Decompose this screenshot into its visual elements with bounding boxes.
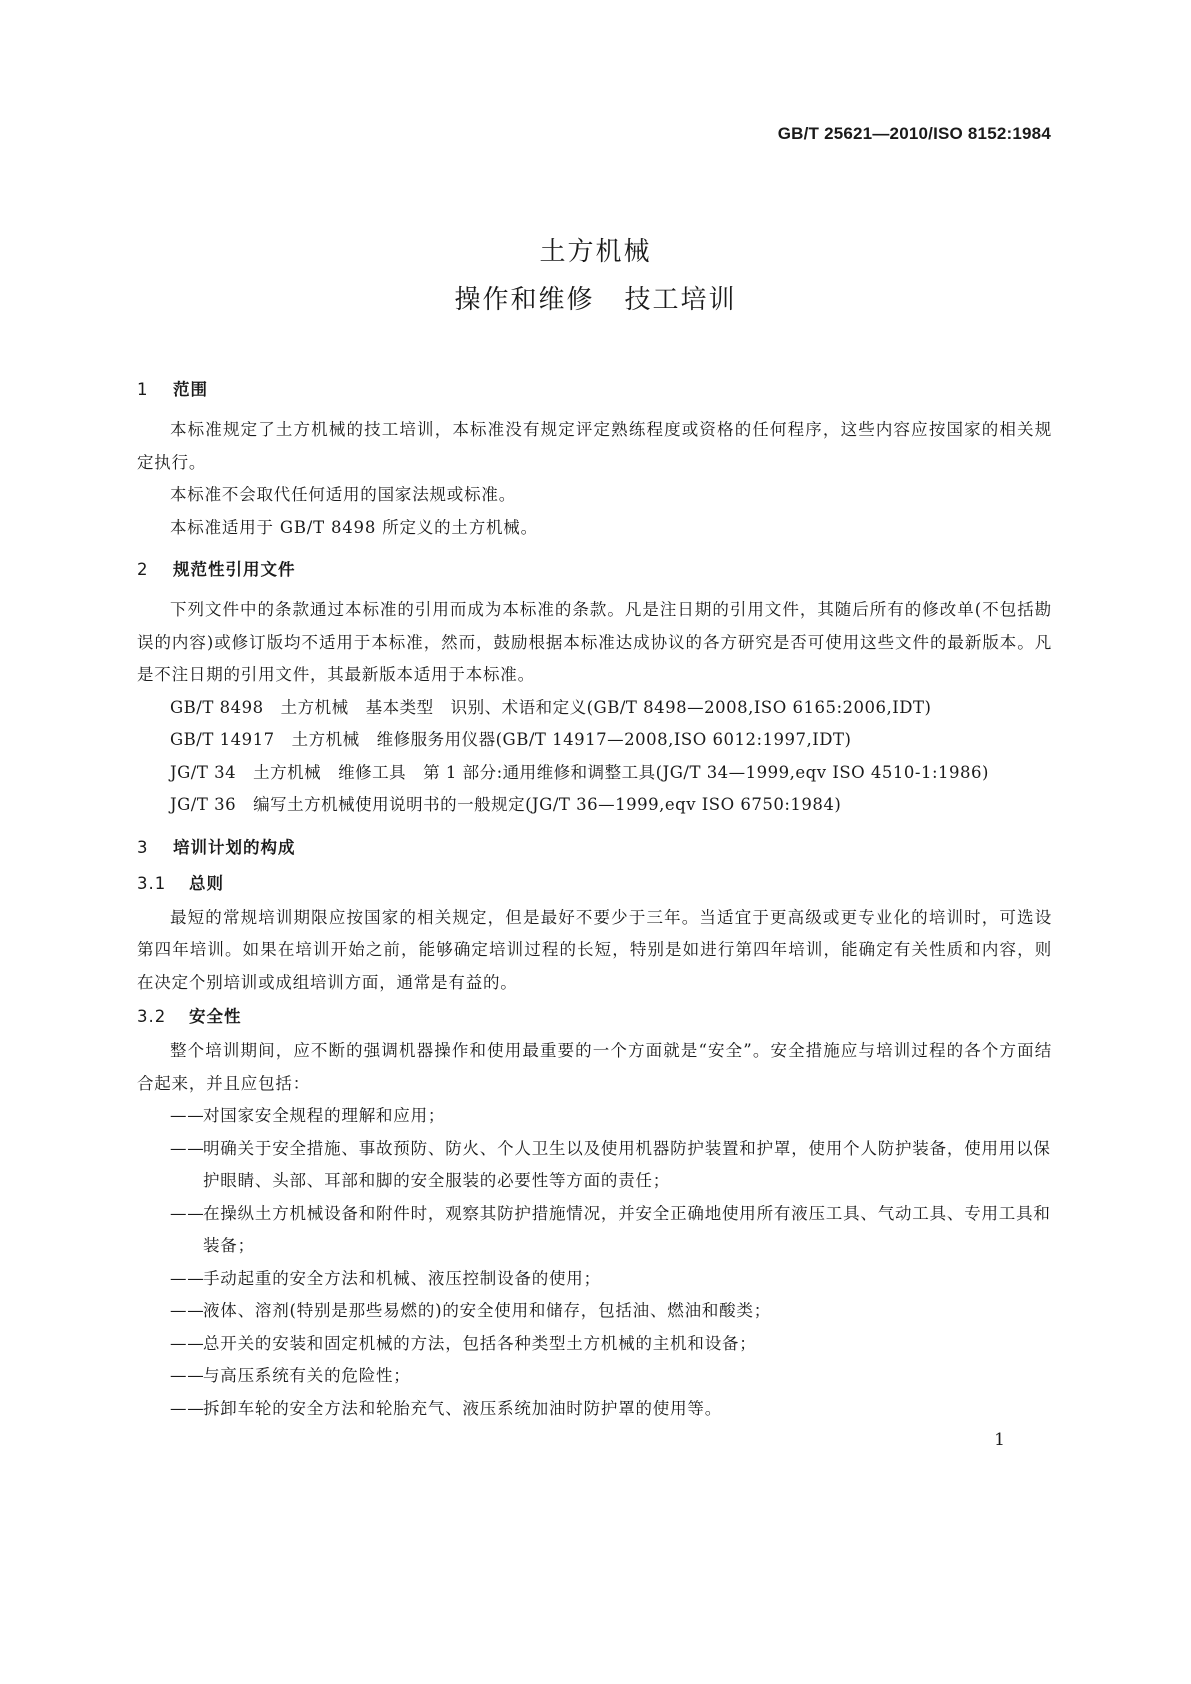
subsection-title: 安全性 (189, 1007, 242, 1026)
section-1-paragraph-1: 本标准规定了土方机械的技工培训，本标准没有规定评定熟练程度或资格的任何程序，这些内容应按国家的相关规定执行。 (137, 420, 1052, 472)
title-line-2 (0, 276, 1191, 324)
title-part-b: 技工培训 (624, 285, 737, 315)
section-3-heading (137, 830, 1052, 866)
list-item (137, 1360, 1052, 1393)
section-2-intro: 下列文件中的条款通过本标准的引用而成为本标准的条款。凡是注日期的引用文件，其随后所有的修改单(不包括勘误的内容)或修订版均不适用于本标准，然而，鼓励根据本标准达成协议的各方研究是否可使用这些文件的最新版本。凡是不注日期的引用文件，其最新版本适用于本标准。 (137, 600, 1052, 684)
reference-item: JG/T 34 土方机械 维修工具 第 1 部分:通用维修和调整工具(JG/T 34—1999,eqv ISO 4510-1:1986) (170, 762, 989, 782)
section-number: 1 (137, 380, 149, 399)
list-item-text: 在操纵土方机械设备和附件时，观察其防护措施情况，并安全正确地使用所有液压工具、气动工具、专用工具和装备； (203, 1203, 1051, 1255)
list-item (137, 1328, 1052, 1361)
reference-item: GB/T 14917 土方机械 维修服务用仪器(GB/T 14917—2008,ISO 6012:1997,IDT) (170, 730, 852, 749)
list-item (137, 1295, 1052, 1328)
dash-marker: —— (170, 1333, 205, 1353)
dash-marker: —— (170, 1301, 205, 1320)
section-title: 范围 (173, 380, 208, 399)
list-item-text: 与高压系统有关的危险性； (203, 1366, 411, 1385)
list-item (137, 1198, 1052, 1263)
document-body (137, 372, 1052, 1425)
section-1-paragraph-3: 本标准适用于 GB/T 8498 所定义的土方机械。 (170, 517, 538, 537)
standard-code: GB/T 25621—2010/ISO 8152:1984 (777, 124, 1051, 143)
title-line-1: 土方机械 (539, 237, 652, 267)
dash-marker: —— (170, 1398, 205, 1418)
document-title (0, 228, 1191, 324)
subsection-number: 3.2 (137, 1007, 167, 1026)
subsection-title: 总则 (189, 873, 224, 893)
section-1-heading (137, 372, 1052, 408)
section-1-paragraph-2: 本标准不会取代任何适用的国家法规或标准。 (170, 485, 516, 504)
list-item (137, 1263, 1052, 1296)
page-number: 1 (994, 1430, 1005, 1450)
subsection-3-2-heading (137, 999, 1052, 1035)
reference-item: GB/T 8498 土方机械 基本类型 识别、术语和定义(GB/T 8498—2008,ISO 6165:2006,IDT) (170, 697, 932, 717)
list-item-text: 拆卸车轮的安全方法和轮胎充气、液压系统加油时防护罩的使用等。 (203, 1398, 722, 1418)
reference-item: JG/T 36 编写土方机械使用说明书的一般规定(JG/T 36—1999,eqv ISO 6750:1984) (170, 795, 842, 814)
dash-marker: —— (170, 1138, 205, 1158)
list-item (137, 1393, 1052, 1426)
subsection-3-1-heading (137, 866, 1052, 902)
list-item-text: 对国家安全规程的理解和应用； (203, 1106, 446, 1125)
dash-marker: —— (170, 1366, 205, 1385)
section-title: 培训计划的构成 (173, 837, 296, 857)
subsection-3-2-paragraph: 整个培训期间，应不断的强调机器操作和使用最重要的一个方面就是“安全”。安全措施应与培训过程的各个方面结合起来，并且应包括： (137, 1041, 1052, 1093)
list-item-text: 明确关于安全措施、事故预防、防火、个人卫生以及使用机器防护装置和护罩，使用个人防护装备，使用用以保护眼睛、头部、耳部和脚的安全服装的必要性等方面的责任； (203, 1138, 1051, 1190)
section-number: 2 (137, 560, 149, 579)
dash-marker: —— (170, 1203, 205, 1223)
subsection-number: 3.1 (137, 873, 167, 893)
title-part-a: 操作和维修 (454, 285, 595, 315)
list-item (137, 1133, 1052, 1198)
dash-marker: —— (170, 1268, 205, 1288)
list-item-text: 总开关的安装和固定机械的方法，包括各种类型土方机械的主机和设备； (203, 1333, 757, 1353)
subsection-3-1-paragraph: 最短的常规培训期限应按国家的相关规定，但是最好不要少于三年。当适宜于更高级或更专业化的培训时，可选设第四年培训。如果在培训开始之前，能够确定培训过程的长短，特别是如进行第四年培训，能确定有关性质和内容，则在决定个别培训或成组培训方面，通常是有益的。 (137, 907, 1052, 992)
list-item-text: 液体、溶剂(特别是那些易燃的)的安全使用和储存，包括油、燃油和酸类； (203, 1301, 772, 1320)
section-title: 规范性引用文件 (173, 560, 296, 579)
section-2-heading (137, 552, 1052, 588)
list-item (137, 1100, 1052, 1133)
dash-marker: —— (170, 1106, 205, 1125)
list-item-text: 手动起重的安全方法和机械、液压控制设备的使用； (203, 1268, 601, 1288)
section-number: 3 (137, 837, 149, 857)
